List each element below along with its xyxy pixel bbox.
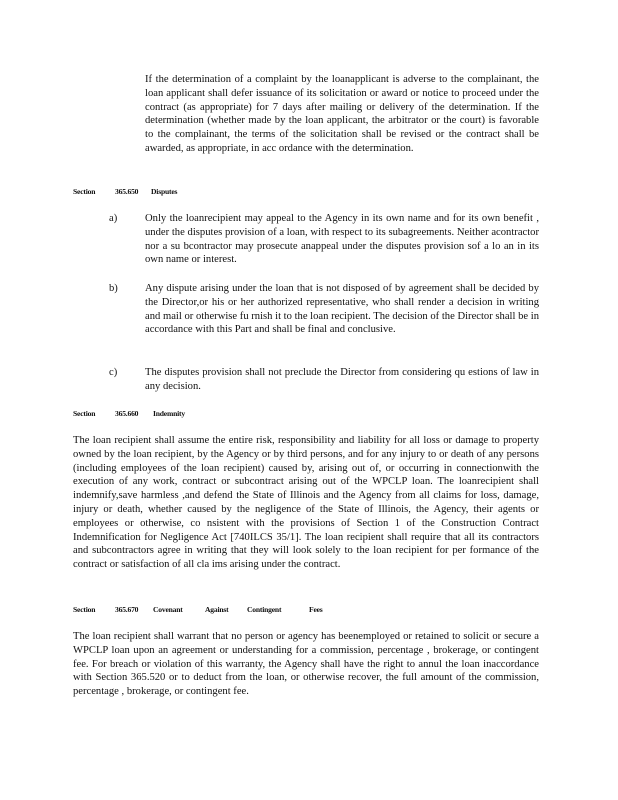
item-text: Any dispute arising under the loan that is not disposed of by agreement shall be decided by the Director,or his or her authorized representative, who shall render a decision in writing and mail or otherwise fu rnish it to the loan recipient. The decision of the Director shall be in accordance with this Part and shall be final and conclusive. [145,283,539,336]
section-title: Indemnity [153,409,185,418]
section-heading-disputes [73,185,177,199]
disputes-item-b [109,282,539,337]
disputes-item-c [109,366,539,394]
item-text: The disputes provision shall not preclude the Director from considering qu estions of law in any decision. [145,367,539,392]
section-heading-covenant [73,603,323,617]
section-title-word: Fees [309,605,323,614]
section-title-word: Contingent [247,605,282,614]
item-marker: b) [109,283,118,294]
section-label: Section [73,187,96,196]
section-number: 365.670 [115,605,139,614]
intro-paragraph: If the determination of a complaint by the loanapplicant is adverse to the complainant, the loan applicant shall defer issuance of its solicitation or award or notice to proceed under the contract (as appropriate) for 7 days after mailing or delivery of the determination. If the determination (whether made by the loan applicant, the arbitrator or the court) is favorable to the complainant, the terms of the solicitation shall be revised or the contract shall be awarded, as appropriate, in acc ordance with the determination. [145,74,539,154]
section-title-word: Against [205,605,229,614]
indemnity-paragraph: The loan recipient shall assume the entire risk, responsibility and liability for all loss or damage to property owned by the loan recipient, by the Agency or by third persons, and for any injury to or death of any persons (including employees of the loan recipient) caused by, arising out of, or occurring in connectionwith the execution of any work, contract or subcontract arising out of the WPCLP loan. The loanrecipient shall indemnify,save harmless ,and defend the State of Illinois and the Agency from all claims for loss, damage, injury or death, whether caused by the negligence of the State of Illinois, the Agency, their agents or employees or otherwise, co nsistent with the provisions of Section 1 of the Construction Contract Indemnification for Negligence Act [740ILCS 35/1]. The loan recipient shall require that all its contractors and subcontractors agree in writing that they will look solely to the loan recipient for per formance of the contract or satisfaction of all cla ims arising under the contract. [73,435,539,571]
section-title-word: Covenant [153,605,183,614]
covenant-paragraph: The loan recipient shall warrant that no person or agency has beenemployed or retained to solicit or secure a WPCLP loan upon an agreement or understanding for a commission, percentage , brokerage, or contingent fee. For breach or violation of this warranty, the Agency shall have the right to annul the loan inaccordance with Section 365.520 or to deduct from the loan, or otherwise recover, the full amount of the commission, percentage , brokerage, or contingent fee. [73,631,539,698]
section-heading-indemnity [73,407,185,421]
item-marker: c) [109,367,118,378]
section-number: 365.660 [115,409,139,418]
section-number: 365.650 [115,187,139,196]
section-label: Section [73,409,96,418]
item-marker: a) [109,213,118,224]
item-text: Only the loanrecipient may appeal to the Agency in its own name and for its own benefit , under the disputes provision of a loan, with respect to its subagreements. Neither acontractor nor a su bcontractor may prosecute anappeal under the disputes provision sof a lo an in its own name or interest. [145,213,539,266]
section-title: Disputes [151,187,178,196]
disputes-item-a [109,212,539,267]
section-label: Section [73,605,96,614]
